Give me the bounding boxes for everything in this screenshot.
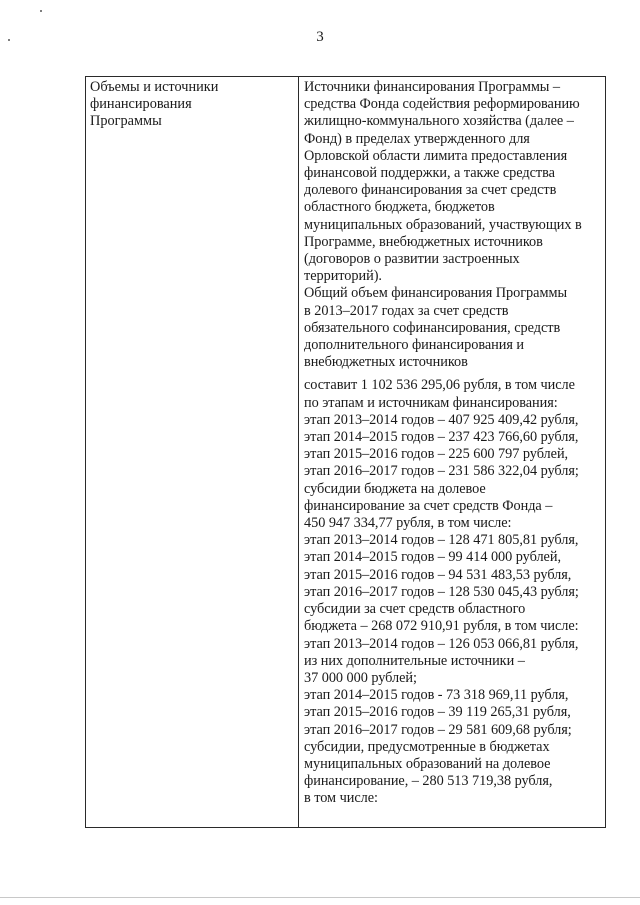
text-line: муниципальных образований, участвующих в bbox=[304, 216, 582, 233]
text-line: Объемы и источники bbox=[90, 79, 219, 95]
text-line: 450 947 334,77 рубля, в том числе: bbox=[304, 515, 512, 532]
text-line: этап 2014–2015 годов – 99 414 000 рублей, bbox=[304, 549, 561, 566]
text-line: этап 2014–2015 годов – 237 423 766,60 рубля, bbox=[304, 429, 579, 446]
text-line: Программы bbox=[90, 113, 162, 130]
text-line: финансовой поддержки, а также средства bbox=[304, 165, 555, 182]
text-line: 37 000 000 рублей; bbox=[304, 669, 417, 686]
text-line: этап 2016–2017 годов – 29 581 609,68 рубля; bbox=[304, 721, 572, 738]
passport-table bbox=[85, 76, 606, 828]
text-line: долевого финансирования за счет средств bbox=[304, 182, 557, 199]
text-line: жилищно-коммунального хозяйства (далее – bbox=[304, 113, 574, 130]
text-line: средства Фонда содействия реформированию bbox=[304, 96, 580, 113]
text-line: финансирование, – 280 513 719,38 рубля, bbox=[304, 773, 553, 790]
text-line: Орловской области лимита предоставления bbox=[304, 147, 568, 164]
text-line: Общий объем финансирования Программы bbox=[304, 285, 568, 302]
text-line: бюджета – 268 072 910,91 рубля, в том числе: bbox=[304, 618, 579, 635]
text-line: внебюджетных источников bbox=[304, 354, 468, 371]
table-label-cell bbox=[90, 79, 294, 131]
text-line: этап 2014–2015 годов - 73 318 969,11 рубля, bbox=[304, 687, 569, 704]
text-line: Программе, внебюджетных источников bbox=[304, 233, 543, 250]
text-line: финансирование за счет средств Фонда – bbox=[304, 497, 553, 514]
text-line: в том числе: bbox=[304, 790, 378, 807]
text-line: обязательного софинансирования, средств bbox=[304, 319, 561, 336]
text-line: областного бюджета, бюджетов bbox=[304, 199, 495, 216]
scan-edge-line bbox=[0, 897, 640, 898]
sources-paragraph bbox=[304, 79, 602, 285]
text-line: этап 2016–2017 годов – 128 530 045,43 рубля; bbox=[304, 583, 579, 600]
text-line: Фонд) в пределах утвержденного для bbox=[304, 130, 530, 147]
text-line: субсидии бюджета на долевое bbox=[304, 480, 486, 497]
text-line: субсидии за счет средств областного bbox=[304, 601, 526, 618]
text-line: этап 2016–2017 годов – 231 586 322,04 рубля; bbox=[304, 463, 579, 480]
column-divider bbox=[298, 77, 299, 827]
amounts-paragraph bbox=[304, 377, 602, 807]
total-paragraph bbox=[304, 285, 602, 371]
text-line: Источники финансирования Программы – bbox=[304, 79, 560, 95]
scan-speck bbox=[40, 10, 42, 12]
page-number: 3 bbox=[316, 29, 324, 45]
text-line: в 2013–2017 годах за счет средств bbox=[304, 302, 509, 319]
text-line: (договоров о развитии застроенных bbox=[304, 251, 520, 268]
text-line: территорий). bbox=[304, 268, 382, 285]
table-value-cell bbox=[304, 79, 602, 808]
text-line: дополнительного финансирования и bbox=[304, 337, 525, 354]
text-line: субсидии, предусмотренные в бюджетах bbox=[304, 738, 550, 755]
text-line: муниципальных образований на долевое bbox=[304, 755, 551, 772]
text-line: по этапам и источникам финансирования: bbox=[304, 394, 558, 411]
text-line: этап 2013–2014 годов – 126 053 066,81 рубля, bbox=[304, 635, 579, 652]
text-line: составит 1 102 536 295,06 рубля, в том числе bbox=[304, 377, 575, 394]
text-line: этап 2015–2016 годов – 39 119 265,31 рубля, bbox=[304, 704, 571, 721]
text-line: финансирования bbox=[90, 96, 192, 113]
text-line: этап 2015–2016 годов – 225 600 797 рублей, bbox=[304, 446, 569, 463]
text-line: этап 2013–2014 годов – 128 471 805,81 рубля, bbox=[304, 532, 579, 549]
text-line: из них дополнительные источники – bbox=[304, 652, 525, 669]
text-line: этап 2015–2016 годов – 94 531 483,53 рубля, bbox=[304, 566, 572, 583]
text-line: этап 2013–2014 годов – 407 925 409,42 рубля, bbox=[304, 411, 579, 428]
